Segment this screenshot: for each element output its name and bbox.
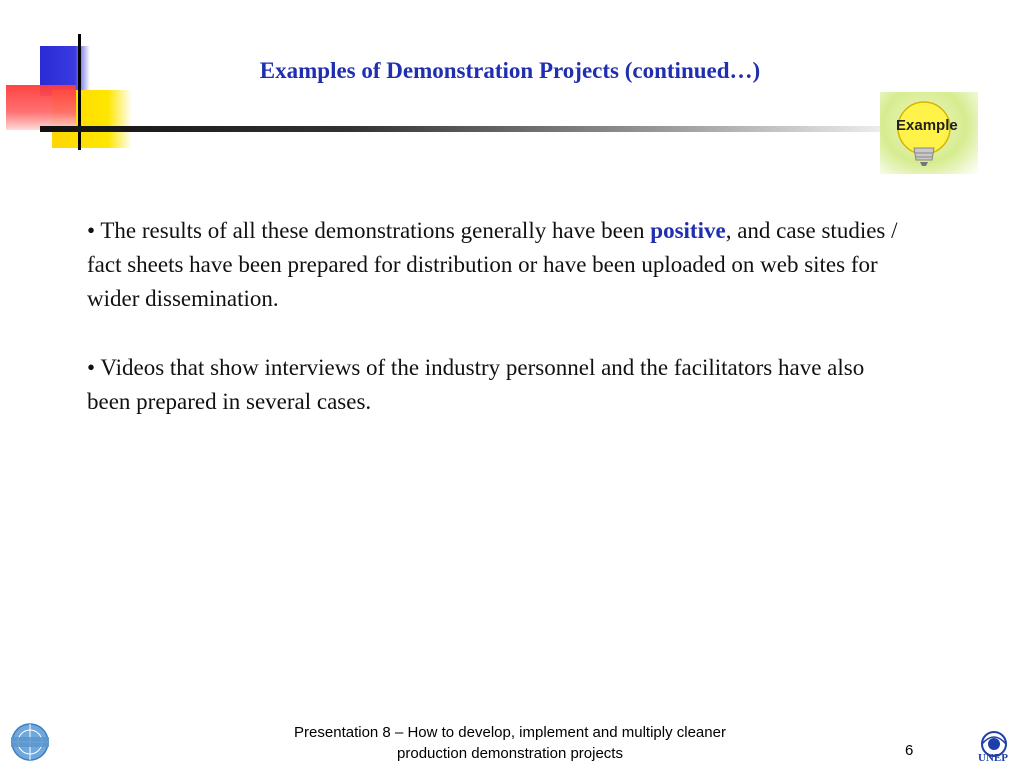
unido-logo-icon <box>8 722 52 762</box>
paragraph-1-lead: • The results of all these demonstrations generally have been <box>87 218 651 243</box>
decor-vertical-line <box>78 34 81 150</box>
page-number: 6 <box>905 742 914 759</box>
lightbulb-example-icon <box>880 92 978 174</box>
footer-line-2: production demonstration projects <box>397 745 623 762</box>
paragraph-1-tail: , and case studies / fact sheets have been prepared for distribution or have been uploaded on web sites for wider dissemination. <box>87 218 898 311</box>
example-badge-label: Example <box>896 117 958 134</box>
unep-logo-text: UNEP <box>978 752 1008 764</box>
page-title: Examples of Demonstration Projects (continued…) <box>259 58 761 83</box>
footer-line-1: Presentation 8 – How to develop, implement and multiply cleaner <box>294 724 726 741</box>
bullet-paragraph-2: • Videos that show interviews of the industry personnel and the facilitators have also been prepared in several cases. <box>87 355 865 414</box>
footer-caption <box>240 722 780 764</box>
title-underline-rule <box>40 126 930 132</box>
decor-red-square <box>6 85 76 130</box>
highlight-positive: positive <box>650 218 726 243</box>
bullet-paragraph-1 <box>87 214 907 316</box>
